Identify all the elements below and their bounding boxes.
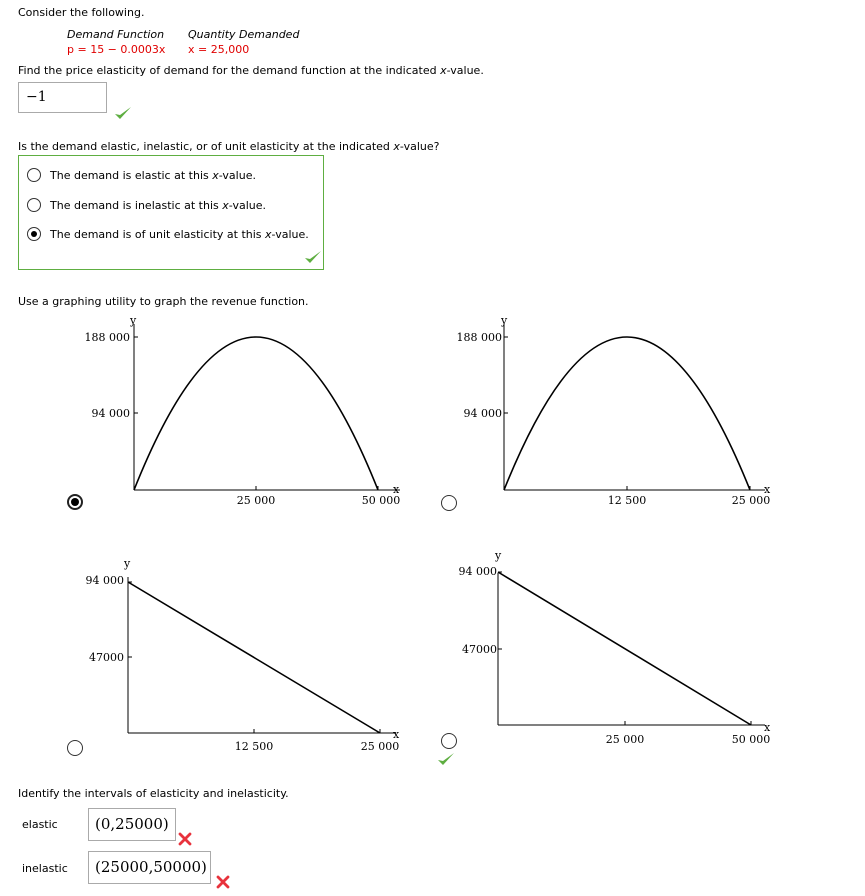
x-axis-label: x	[764, 483, 771, 496]
y-tick-label: 47000	[89, 651, 124, 664]
option-elastic-label[interactable]: The demand is elastic at this x-value.	[50, 169, 256, 182]
x-axis-label: x	[393, 728, 400, 741]
demand-function-header: Demand Function	[67, 28, 165, 41]
quantity-value: x = 25,000	[188, 43, 250, 56]
elastic-label: elastic	[22, 818, 58, 831]
q1-prompt: Find the price elasticity of demand for the demand function at the indicated x-value.	[18, 64, 484, 77]
q4-prompt: Identify the intervals of elasticity and inelasticity.	[18, 787, 289, 800]
y-tick-label: 47000	[462, 643, 497, 656]
x-tick-label: 25 000	[360, 740, 400, 753]
correct-check-icon	[114, 106, 132, 120]
graph-option-2	[455, 310, 795, 515]
x-axis-label: x	[393, 483, 400, 496]
x-tick-label: 50 000	[361, 494, 401, 507]
intro-text: Consider the following.	[18, 6, 145, 19]
incorrect-x-icon	[178, 832, 192, 846]
q2-prompt: Is the demand elastic, inelastic, or of unit elasticity at the indicated x-value?	[18, 140, 440, 153]
elastic-interval-field[interactable]: (0,25000)	[88, 808, 176, 841]
x-tick-label: 12 500	[234, 740, 274, 753]
y-tick-label: 94 000	[458, 565, 497, 578]
option-unit-elasticity-label[interactable]: The demand is of unit elasticity at this x-value.	[50, 228, 309, 241]
option-elastic-radio[interactable]	[27, 168, 41, 182]
x-tick-label: 12 500	[607, 494, 647, 507]
graph-option-3	[80, 555, 420, 760]
x-tick-label: 25 000	[605, 733, 645, 746]
incorrect-x-icon	[216, 875, 230, 889]
x-tick-label: 25 000	[236, 494, 276, 507]
demand-function-value: p = 15 − 0.0003x	[67, 43, 166, 56]
x-tick-label: 50 000	[731, 733, 771, 746]
inelastic-label: inelastic	[22, 862, 68, 875]
y-tick-label: 188 000	[456, 331, 502, 344]
q3-prompt: Use a graphing utility to graph the revenue function.	[18, 295, 309, 308]
quantity-demanded-header: Quantity Demanded	[188, 28, 300, 41]
elasticity-choice-group	[18, 155, 324, 270]
correct-check-icon	[304, 250, 322, 264]
inelastic-interval-field[interactable]: (25000,50000)	[88, 851, 211, 884]
correct-check-icon	[437, 752, 455, 766]
x-axis-label: x	[764, 721, 771, 734]
option-inelastic-label[interactable]: The demand is inelastic at this x-value.	[50, 199, 266, 212]
y-tick-label: 94 000	[91, 407, 130, 420]
y-axis-label: y	[130, 314, 137, 327]
y-axis-label: y	[501, 314, 508, 327]
option-unit-elasticity-radio[interactable]	[27, 227, 41, 241]
graph-option-4	[455, 545, 795, 750]
y-axis-label: y	[124, 557, 131, 570]
elasticity-answer-field[interactable]: −1	[18, 82, 107, 113]
y-axis-label: y	[495, 549, 502, 562]
y-tick-label: 188 000	[84, 331, 130, 344]
option-inelastic-radio[interactable]	[27, 198, 41, 212]
graph-option-1	[80, 310, 420, 515]
y-tick-label: 94 000	[85, 574, 124, 587]
x-tick-label: 25 000	[731, 494, 771, 507]
y-tick-label: 94 000	[463, 407, 502, 420]
